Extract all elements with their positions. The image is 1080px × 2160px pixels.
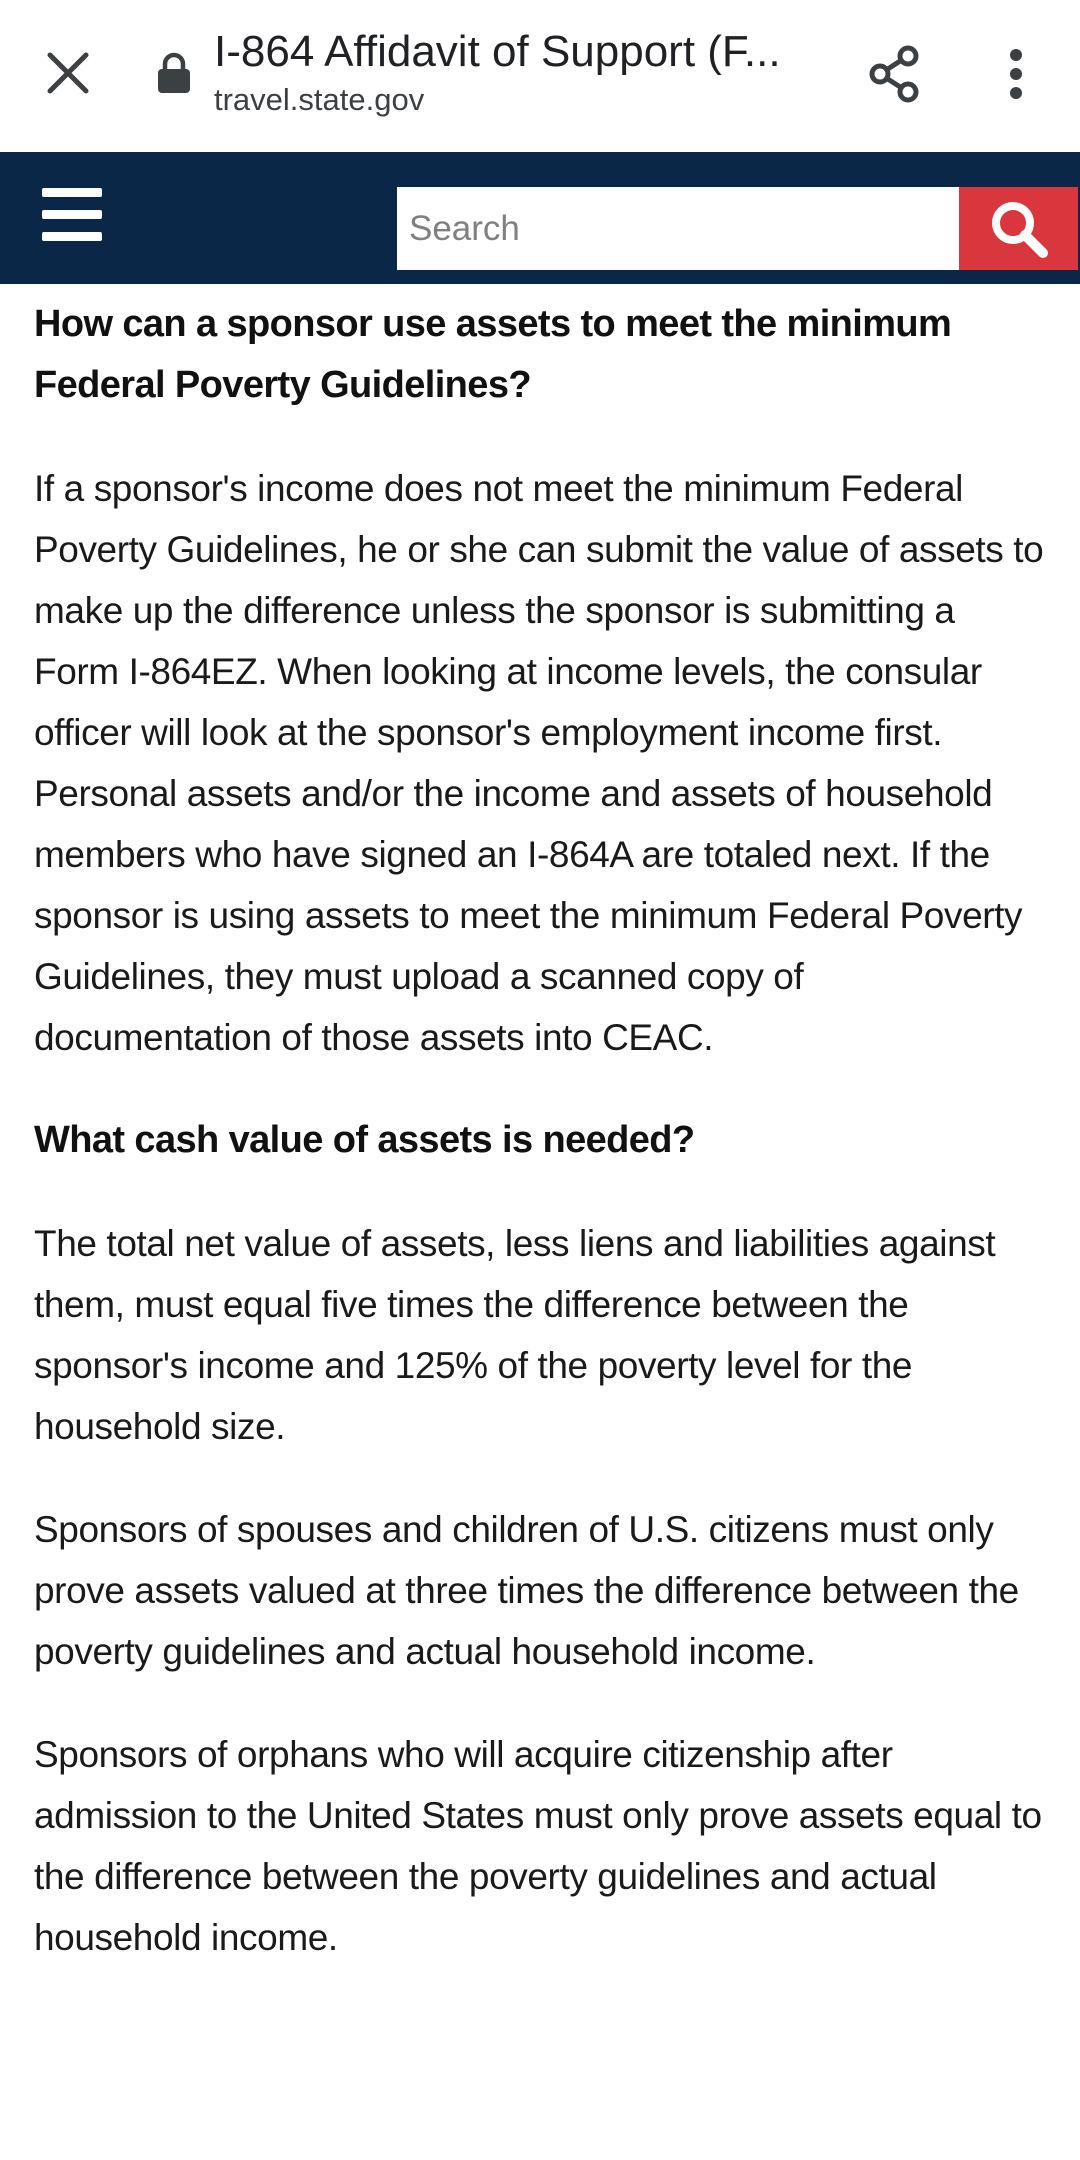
share-button[interactable] xyxy=(854,32,934,116)
section-paragraph: Sponsors of orphans who will acquire citizenship after admission to the United States must only prove assets equal to the difference between the poverty guidelines and actual household income. xyxy=(34,1734,1042,1958)
share-icon xyxy=(866,44,922,104)
close-tab-button[interactable] xyxy=(28,30,108,116)
site-menu-button[interactable] xyxy=(30,186,120,250)
hamburger-icon xyxy=(42,188,102,197)
section-paragraph: If a sponsor's income does not meet the minimum Federal Poverty Guidelines, he or she can submit the value of assets to make up the difference unless the sponsor is submitting a Form I-864EZ. When looking at income levels, the consular officer will look at the sponsor's employment income first. Personal assets and/or the income and assets of household members who have signed an I-864A are totaled next. If the sponsor is using assets to meet the minimum Federal Poverty Guidelines, they must upload a scanned copy of documentation of those assets into CEAC. xyxy=(34,468,1044,1058)
search-input[interactable] xyxy=(397,187,959,270)
lock-icon xyxy=(156,52,192,94)
more-vert-icon xyxy=(1006,48,1026,100)
close-icon xyxy=(46,51,90,95)
page-url: travel.state.gov xyxy=(214,82,425,117)
section-heading: How can a sponsor use assets to meet the minimum Federal Poverty Guidelines? xyxy=(34,303,952,406)
hamburger-icon xyxy=(42,210,102,219)
section-paragraph: Sponsors of spouses and children of U.S. citizens must only prove assets valued at three times the difference between the poverty guidelines and actual household income. xyxy=(34,1509,1019,1672)
article-content xyxy=(34,284,1046,2010)
browser-toolbar xyxy=(0,0,1080,152)
search-icon xyxy=(988,198,1050,260)
site-header xyxy=(0,152,1080,284)
more-options-button[interactable] xyxy=(976,32,1056,116)
search-button[interactable] xyxy=(959,187,1078,270)
section-heading: What cash value of assets is needed? xyxy=(34,1119,695,1161)
hamburger-icon xyxy=(42,232,102,241)
page-title: I-864 Affidavit of Support (F... xyxy=(214,27,781,76)
address-bar[interactable] xyxy=(214,24,814,128)
section-paragraph: The total net value of assets, less liens and liabilities against them, must equal five times the difference between the sponsor's income and 125% of the poverty level for the household size. xyxy=(34,1223,996,1447)
